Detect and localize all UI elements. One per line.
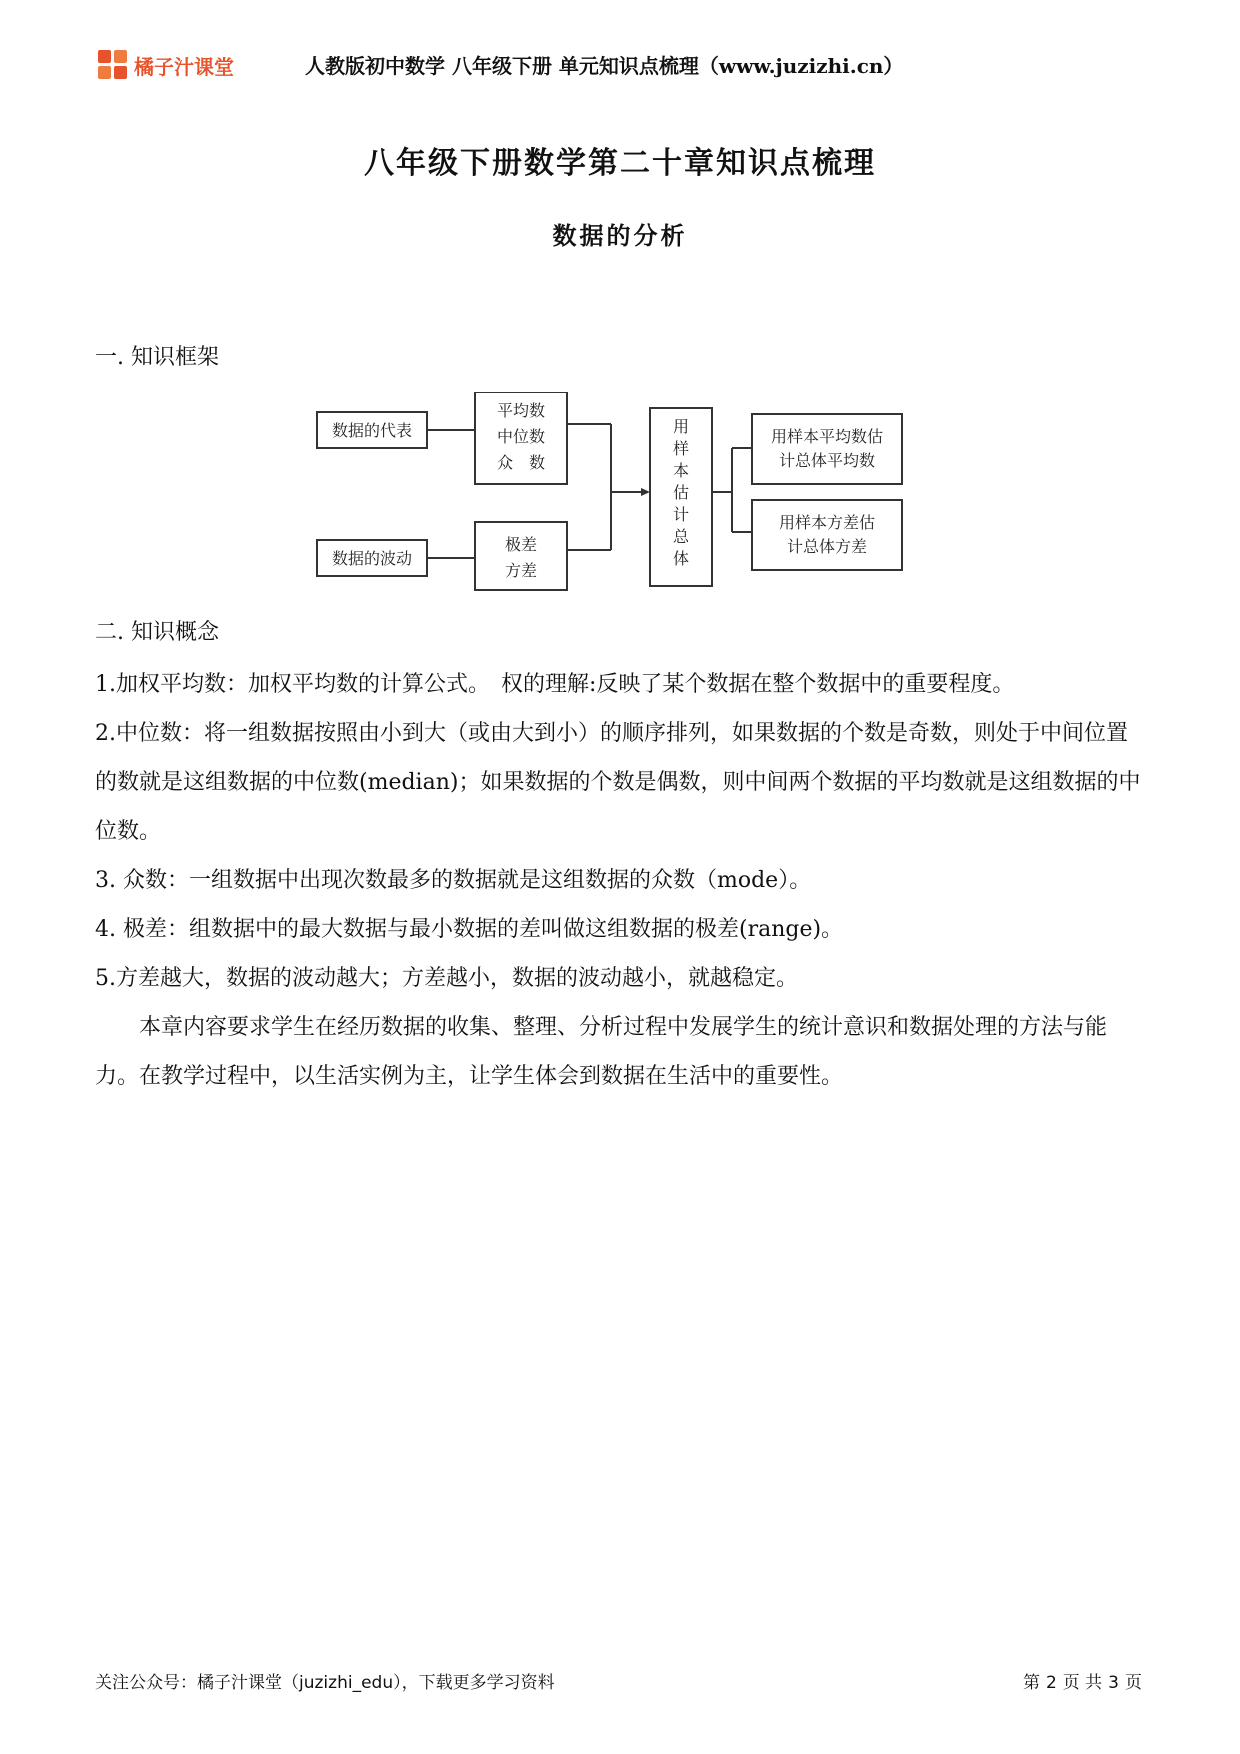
label-variance-estimate-2: 计总体方差 (786, 537, 868, 556)
label-data-fluctuation: 数据的波动 (331, 549, 413, 568)
box-mean-estimate (752, 414, 902, 484)
document-subtitle: 数据的分析 (552, 221, 688, 250)
logo-icon (98, 50, 128, 80)
concept-variance: 5.方差越大，数据的波动越大；方差越小，数据的波动越小，就越稳定。 (95, 966, 798, 991)
total-pages: 3 (1108, 1673, 1119, 1693)
label-estimate-char: 本 (672, 461, 690, 480)
concept-content (95, 660, 1145, 1101)
current-page: 2 (1045, 1673, 1057, 1693)
page-number: 第 2 页 共 3 页 (1022, 1673, 1142, 1693)
label-estimate-char: 总 (672, 527, 690, 546)
brand-logo (98, 50, 234, 80)
label-range: 极差 (504, 535, 538, 554)
label-variance-estimate-1: 用样本方差估 (778, 513, 876, 532)
label-estimate-char: 样 (672, 439, 690, 458)
label-estimate-char: 体 (672, 549, 690, 568)
label-mode: 众 数 (496, 453, 546, 472)
label-mean-estimate-2: 计总体平均数 (778, 451, 876, 470)
label-variance: 方差 (504, 561, 538, 580)
knowledge-framework-diagram (315, 392, 915, 592)
concept-weighted-mean: 1.加权平均数：加权平均数的计算公式。 权的理解:反映了某个数据在整个数据中的重要程度。 (95, 672, 1015, 697)
box-variance-estimate (752, 500, 902, 570)
label-mean-estimate-1: 用样本平均数估 (770, 427, 884, 446)
label-mean: 平均数 (496, 401, 546, 420)
page-header (0, 0, 1240, 110)
label-median: 中位数 (496, 427, 546, 446)
header-title: 人教版初中数学 八年级下册 单元知识点梳理（www.juzizhi.cn） (305, 54, 904, 78)
label-estimate-char: 估 (672, 483, 690, 502)
footer-note: 关注公众号：橘子汁课堂（juzizhi_edu），下载更多学习资料 (95, 1673, 555, 1693)
chapter-summary: 本章内容要求学生在经历数据的收集、整理、分析过程中发展学生的统计意识和数据处理的方法与能力。在教学过程中，以生活实例为主，让学生体会到数据在生活中的重要性。 (95, 1015, 1108, 1089)
label-estimate-char: 用 (672, 417, 690, 436)
concept-mode: 3. 众数：一组数据中出现次数最多的数据就是这组数据的众数（mode）。 (95, 868, 812, 893)
section-heading-framework: 一. 知识框架 (95, 345, 219, 370)
label-estimate-char: 计 (672, 505, 690, 524)
logo-text: 橘子汁课堂 (134, 54, 234, 79)
concept-range: 4. 极差：组数据中的最大数据与最小数据的差叫做这组数据的极差(range)。 (95, 917, 844, 942)
document-title: 八年级下册数学第二十章知识点梳理 (364, 146, 876, 181)
label-data-represent: 数据的代表 (331, 421, 413, 440)
arrow-head (641, 488, 650, 496)
section-heading-concepts: 二. 知识概念 (95, 620, 219, 645)
concept-median: 2.中位数：将一组数据按照由小到大（或由大到小）的顺序排列，如果数据的个数是奇数，则处于中间位置的数就是这组数据的中位数(median)；如果数据的个数是偶数，则中间两个数据的平均数就是这组数据的中位数。 (95, 721, 1141, 844)
